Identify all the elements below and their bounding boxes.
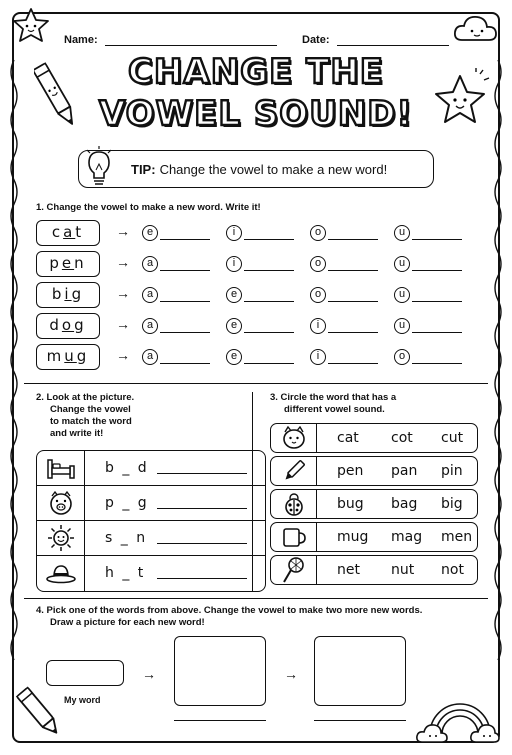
vowel-circle: a <box>142 256 158 272</box>
consonant: c <box>51 223 64 241</box>
table-row <box>37 521 265 556</box>
vowel: e <box>61 254 75 272</box>
table-row <box>37 556 265 591</box>
vowel-option[interactable] <box>394 317 462 335</box>
vowel-circle: i <box>226 256 242 272</box>
vowel: o <box>61 316 75 334</box>
consonant: m <box>46 347 65 365</box>
vowel-circle: e <box>142 225 158 241</box>
table-row <box>270 423 478 453</box>
vowel-option[interactable] <box>310 317 378 335</box>
consonant: p <box>49 254 62 272</box>
base-word <box>36 220 100 246</box>
vowel-circle: e <box>226 349 242 365</box>
answer-line[interactable] <box>328 257 378 271</box>
vowel-option[interactable] <box>142 348 210 366</box>
base-word <box>36 313 100 339</box>
vowel-circle: i <box>310 349 326 365</box>
answer-line[interactable] <box>412 226 462 240</box>
name-label: Name: <box>64 34 98 46</box>
word-choice[interactable]: mug <box>337 529 369 545</box>
section2-title <box>36 392 134 440</box>
answer-line[interactable] <box>160 350 210 364</box>
vowel-circle: o <box>310 256 326 272</box>
vowel-circle: a <box>142 287 158 303</box>
answer-line[interactable] <box>412 350 462 364</box>
answer-line[interactable] <box>412 319 462 333</box>
vowel-option[interactable] <box>226 255 294 273</box>
consonant: g <box>76 347 90 365</box>
vowel-option[interactable] <box>142 255 210 273</box>
word-choice[interactable]: pan <box>391 463 418 479</box>
vowel: a <box>63 223 76 241</box>
vowel-option[interactable] <box>226 317 294 335</box>
answer-line[interactable] <box>244 257 294 271</box>
section3-title <box>270 392 396 416</box>
missing-vowel-word: h _ t <box>105 565 146 581</box>
answer-line[interactable] <box>244 226 294 240</box>
tip-label: TIP: <box>131 161 156 177</box>
table-row <box>270 522 478 552</box>
missing-vowel-word: p _ g <box>105 495 149 511</box>
s2-pic-cell <box>37 486 85 520</box>
cat-icon <box>281 426 307 450</box>
section1-title: 1. Change the vowel to make a new word. Write it! <box>36 202 261 213</box>
word-choice[interactable]: net <box>337 562 360 578</box>
s2-pic-cell <box>37 521 85 555</box>
cloud-doodle-icon <box>452 10 502 46</box>
vowel-circle: o <box>394 349 410 365</box>
answer-line[interactable] <box>157 473 247 474</box>
answer-line[interactable] <box>412 288 462 302</box>
my-word-label: My word <box>64 695 101 705</box>
arrow-icon: → <box>116 254 130 270</box>
consonant: t <box>75 223 85 241</box>
answer-line[interactable] <box>157 578 247 579</box>
date-line[interactable] <box>337 34 449 46</box>
mug-icon <box>281 525 307 549</box>
drawing-box-2[interactable] <box>314 636 406 706</box>
consonant: g <box>74 316 87 334</box>
name-line[interactable] <box>105 34 277 46</box>
rainbow-cloud-icon <box>416 682 502 746</box>
table-row <box>270 489 478 519</box>
vowel-option[interactable] <box>226 224 294 242</box>
word-choice[interactable]: mag <box>391 529 423 545</box>
vowel-option[interactable] <box>394 224 462 242</box>
section2-title-line: and write it! <box>50 428 104 439</box>
section4-title-line: Draw a picture for each new word! <box>50 617 205 628</box>
vowel-option[interactable] <box>310 286 378 304</box>
s3-pic-cell <box>271 523 317 551</box>
table-row <box>37 451 265 486</box>
section3-title-line: different vowel sound. <box>284 404 385 415</box>
vowel-option[interactable] <box>142 317 210 335</box>
s3-pic-cell <box>271 457 317 485</box>
s3-pic-cell <box>271 490 317 518</box>
word-choice[interactable]: big <box>441 496 463 512</box>
vowel-option[interactable] <box>142 224 210 242</box>
vowel-option[interactable] <box>394 348 462 366</box>
section3-title-line: 3. Circle the word that has a <box>270 392 397 403</box>
answer-line[interactable] <box>160 319 210 333</box>
arrow-icon: → <box>142 666 156 682</box>
answer-line[interactable] <box>157 508 247 509</box>
vowel-option[interactable] <box>142 286 210 304</box>
table-row <box>270 555 478 585</box>
lightbulb-icon <box>84 146 114 190</box>
pencil-corner-icon <box>14 684 64 740</box>
word-row <box>36 282 476 308</box>
answer-line[interactable] <box>160 257 210 271</box>
answer-line[interactable] <box>328 350 378 364</box>
vowel-circle: e <box>226 318 242 334</box>
missing-vowel-word: s _ n <box>105 530 148 546</box>
vowel-option[interactable] <box>310 255 378 273</box>
my-word-box[interactable] <box>46 660 124 686</box>
arrow-icon: → <box>284 666 298 682</box>
vowel-option[interactable] <box>310 224 378 242</box>
s3-pic-cell <box>271 556 317 584</box>
vowel-circle: u <box>394 287 410 303</box>
word-row <box>36 251 476 277</box>
vowel-circle: i <box>310 318 326 334</box>
answer-line[interactable] <box>160 288 210 302</box>
base-word <box>36 251 100 277</box>
page-title-line2: VOWEL SOUND! <box>98 94 414 134</box>
vowel-option[interactable] <box>226 286 294 304</box>
section4-title <box>36 605 422 629</box>
arrow-icon: → <box>116 223 130 239</box>
net-icon <box>281 556 307 584</box>
hat-icon <box>45 563 77 585</box>
section2-table <box>36 450 266 592</box>
answer-line[interactable] <box>160 226 210 240</box>
vowel-option[interactable] <box>226 348 294 366</box>
word-choice[interactable]: bug <box>337 496 364 512</box>
tip-text: Change the vowel to make a new word! <box>159 161 388 177</box>
word-choice[interactable]: cat <box>337 430 359 446</box>
base-word <box>36 344 100 370</box>
word-choice[interactable]: cut <box>441 430 464 446</box>
name-field[interactable] <box>64 34 277 46</box>
pen-icon <box>281 458 307 484</box>
vowel: u <box>64 347 77 365</box>
base-word <box>36 282 100 308</box>
ladybug-icon <box>281 491 307 517</box>
new-word-line-1[interactable] <box>174 720 266 721</box>
word-choice[interactable]: men <box>441 529 473 545</box>
answer-line[interactable] <box>328 319 378 333</box>
vowel-circle: i <box>226 225 242 241</box>
missing-vowel-word: b _ d <box>105 460 149 476</box>
new-word-line-2[interactable] <box>314 720 406 721</box>
pig-icon <box>47 490 75 516</box>
consonant: d <box>49 316 62 334</box>
vowel-circle: a <box>142 349 158 365</box>
vowel-circle: o <box>310 287 326 303</box>
answer-line[interactable] <box>244 288 294 302</box>
section-divider-2 <box>24 598 488 599</box>
tip-box <box>78 150 434 188</box>
star-doodle-icon <box>10 6 52 46</box>
word-row <box>36 344 476 370</box>
s2-pic-cell <box>37 556 85 591</box>
table-row <box>270 456 478 486</box>
arrow-icon: → <box>116 285 130 301</box>
answer-line[interactable] <box>244 350 294 364</box>
word-choice[interactable]: not <box>441 562 464 578</box>
word-choice[interactable]: bag <box>391 496 418 512</box>
arrow-icon: → <box>116 316 130 332</box>
section2-title-line: to match the word <box>50 416 132 427</box>
section2-title-line: Change the vowel <box>50 404 131 415</box>
answer-line[interactable] <box>328 288 378 302</box>
vowel-circle: o <box>310 225 326 241</box>
s3-pic-cell <box>271 424 317 452</box>
section-divider-1 <box>24 383 488 384</box>
vowel-circle: u <box>394 256 410 272</box>
word-choice[interactable]: cot <box>391 430 413 446</box>
vowel-circle: u <box>394 225 410 241</box>
vowel-option[interactable] <box>310 348 378 366</box>
arrow-icon: → <box>116 347 130 363</box>
vowel-circle: e <box>226 287 242 303</box>
s2-pic-cell <box>37 451 85 485</box>
answer-line[interactable] <box>328 226 378 240</box>
consonant: n <box>74 254 87 272</box>
consonant: b <box>51 285 65 303</box>
table-row <box>37 486 265 521</box>
vowel: i <box>64 285 72 303</box>
sun-icon <box>47 524 75 552</box>
vowel-circle: u <box>394 318 410 334</box>
date-field[interactable] <box>302 34 449 46</box>
drawing-box-1[interactable] <box>174 636 266 706</box>
vowel-circle: a <box>142 318 158 334</box>
page-title-line1: CHANGE THE <box>127 52 385 92</box>
answer-line[interactable] <box>157 543 247 544</box>
answer-line[interactable] <box>412 257 462 271</box>
consonant: g <box>71 285 85 303</box>
word-row <box>36 220 476 246</box>
vowel-option[interactable] <box>394 255 462 273</box>
answer-line[interactable] <box>244 319 294 333</box>
section2-title-line: 2. Look at the picture. <box>36 392 135 403</box>
word-choice[interactable]: nut <box>391 562 415 578</box>
word-choice[interactable]: pen <box>337 463 364 479</box>
section4-title-line: 4. Pick one of the words from above. Change the vowel to make two more new words. <box>36 605 423 616</box>
vowel-option[interactable] <box>394 286 462 304</box>
bed-icon <box>46 456 76 480</box>
word-choice[interactable]: pin <box>441 463 463 479</box>
date-label: Date: <box>302 34 330 46</box>
word-row <box>36 313 476 339</box>
